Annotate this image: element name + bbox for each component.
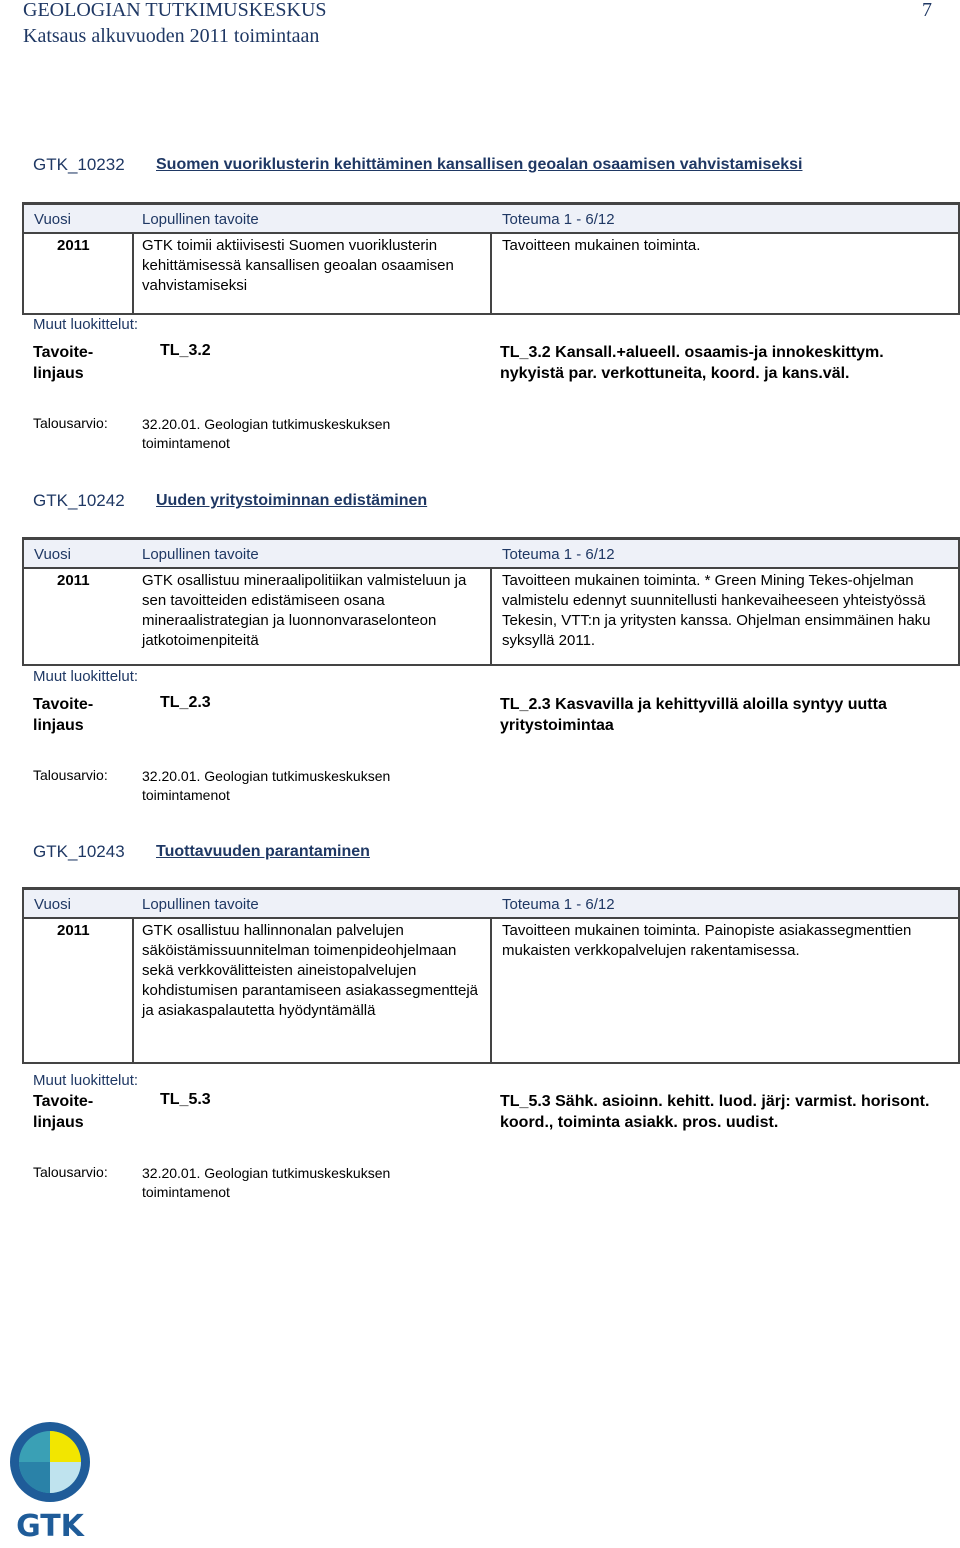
col-actual: Toteuma 1 - 6/12 [502, 211, 615, 228]
header-subtitle: Katsaus alkuvuoden 2011 toimintaan [23, 25, 320, 47]
col-actual: Toteuma 1 - 6/12 [502, 546, 615, 563]
col-goal: Lopullinen tavoite [142, 546, 259, 563]
tavoite-line2: linjaus [33, 365, 84, 382]
project-code: GTK_10232 [33, 155, 125, 174]
project-title: Uuden yritystoiminnan edistäminen [156, 492, 428, 509]
tavoite-line2: linjaus [33, 717, 84, 734]
project-code: GTK_10242 [33, 491, 125, 510]
tl-description: TL_2.3 Kasvavilla ja kehittyvillä aloilla syntyy uutta yritystoimintaa [500, 696, 887, 734]
project-title: Tuottavuuden parantaminen [156, 843, 370, 860]
table-row [24, 569, 958, 664]
table-header [24, 890, 958, 919]
goal-table [22, 202, 960, 315]
muut-label: Muut luokittelut: [33, 316, 139, 333]
row-actual: Tavoitteen mukainen toiminta. [502, 237, 701, 254]
goal-table [22, 887, 960, 1064]
talousarvio-label: Talousarvio: [33, 767, 108, 783]
row-year: 2011 [57, 237, 90, 254]
col-goal: Lopullinen tavoite [142, 211, 259, 228]
goal-table [22, 537, 960, 666]
tl-description: TL_5.3 Sähk. asioinn. kehitt. luod. järj: varmist. horisont. koord., toiminta asiakk. pros. uudist. [500, 1093, 930, 1131]
tl-code: TL_5.3 [160, 1091, 211, 1108]
budget-value: 32.20.01. Geologian tutkimuskeskuksen toimintamenot [142, 416, 391, 451]
project-code: GTK_10243 [33, 842, 125, 861]
talousarvio-label: Talousarvio: [33, 415, 108, 431]
tl-description: TL_3.2 Kansall.+alueell. osaamis-ja innokeskittym. nykyistä par. verkottuneita, koord. ja kans.väl. [500, 344, 884, 382]
col-year: Vuosi [34, 546, 71, 563]
col-goal: Lopullinen tavoite [142, 896, 259, 913]
row-actual: Tavoitteen mukainen toiminta. Painopiste asiakassegmenttien mukaisten verkkopalvelujen rakentamisessa. [502, 922, 912, 959]
tavoitelinjaus-label [33, 1091, 93, 1133]
tavoitelinjaus-label [33, 342, 93, 384]
tavoite-line1: Tavoite- [33, 344, 94, 361]
tavoitelinjaus-label [33, 694, 93, 736]
row-goal: GTK osallistuu mineraalipolitiikan valmisteluun ja sen tavoitteiden edistämiseen osana mineraalistrategian ja luonnonvaraselonteon jatkotoimenpiteitä [142, 572, 467, 649]
gtk-logo [8, 1418, 93, 1543]
muut-label: Muut luokittelut: [33, 668, 139, 685]
col-year: Vuosi [34, 896, 71, 913]
col-year: Vuosi [34, 211, 71, 228]
table-row [24, 919, 958, 1062]
table-header [24, 205, 958, 234]
budget-value: 32.20.01. Geologian tutkimuskeskuksen toimintamenot [142, 1165, 391, 1200]
row-year: 2011 [57, 922, 90, 939]
tavoite-line2: linjaus [33, 1114, 84, 1131]
tavoite-line1: Tavoite- [33, 696, 94, 713]
page-number: 7 [922, 0, 932, 21]
muut-label: Muut luokittelut: [33, 1072, 139, 1089]
table-header [24, 540, 958, 569]
header-org: GEOLOGIAN TUTKIMUSKESKUS [23, 0, 327, 21]
talousarvio-label: Talousarvio: [33, 1164, 108, 1180]
tavoite-line1: Tavoite- [33, 1093, 94, 1110]
table-row [24, 234, 958, 313]
row-actual: Tavoitteen mukainen toiminta. * Green Mining Tekes-ohjelman valmistelu edennyt suunnitellusti hankevaiheeseen yhteistyössä Tekesin, VTT:n ja yritysten kanssa. Ohjelman ensimmäinen haku syksyllä 2011. [502, 572, 931, 649]
budget-value: 32.20.01. Geologian tutkimuskeskuksen toimintamenot [142, 768, 391, 803]
col-actual: Toteuma 1 - 6/12 [502, 896, 615, 913]
gtk-logo-graphic [8, 1418, 93, 1543]
row-year: 2011 [57, 572, 90, 589]
row-goal: GTK osallistuu hallinnonalan palvelujen säköistämissuunnitelman toimenpideohjelmaan sekä verkkovälitteisten aineistopalvelujen kohdistumisen parantamiseen asiakassegmenttejä ja asiakaspalautetta hyödyntämällä [142, 922, 479, 1019]
row-goal: GTK toimii aktiivisesti Suomen vuoriklusterin kehittämisessä kansallisen geoalan osaamisen vahvistamiseksi [142, 237, 454, 294]
logo-text: GTK [16, 1509, 84, 1543]
tl-code: TL_2.3 [160, 694, 211, 711]
tl-code: TL_3.2 [160, 342, 211, 359]
project-title: Suomen vuoriklusterin kehittäminen kansallisen geoalan osaamisen vahvistamiseksi [156, 156, 803, 173]
